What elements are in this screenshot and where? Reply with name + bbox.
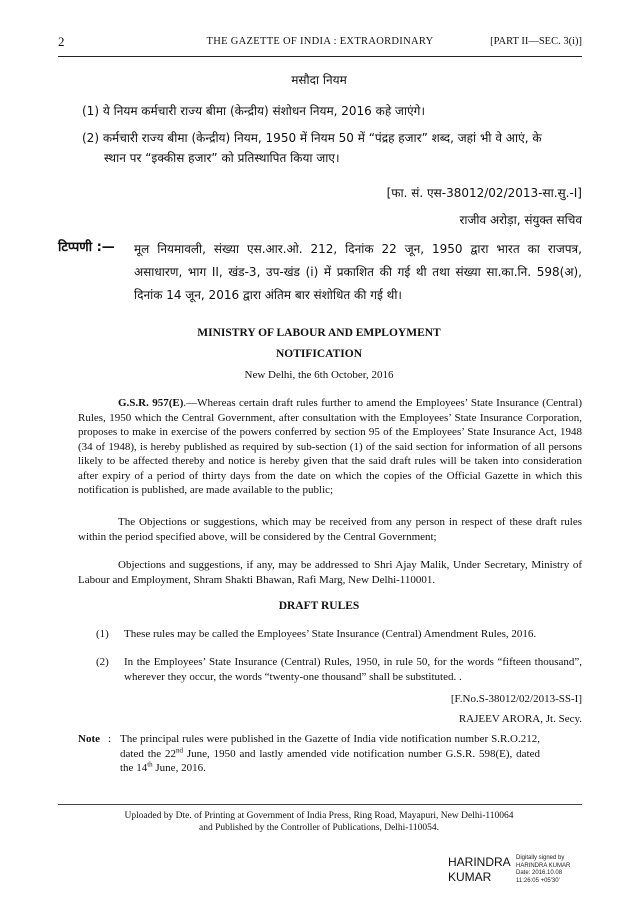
hindi-file-reference: [फा. सं. एस-38012/02/2013-सा.सु.-I] bbox=[386, 186, 582, 200]
hindi-signatory: राजीव अरोड़ा, संयुक्त सचिव bbox=[459, 213, 582, 227]
signatory: RAJEEV ARORA, Jt. Secy. bbox=[458, 713, 582, 725]
signature-detail-line: 11:26:05 +05'30' bbox=[516, 877, 560, 884]
draft-rules-heading: DRAFT RULES bbox=[278, 600, 360, 612]
part-section: [PART II—SEC. 3(i)] bbox=[490, 36, 582, 47]
page-number: 2 bbox=[58, 34, 65, 49]
rule-text: In the Employees’ State Insurance (Central) Rules, 1950, in rule 50, for the words “fifteen thousand”, wherever they occur, the words “twenty-one thousand” shall be substituted. . bbox=[124, 656, 582, 683]
footer-line-1: Uploaded by Dte. of Printing at Government of India Press, Ring Road, Mayapuri, New Delhi-110064 bbox=[124, 811, 514, 821]
footer-rule bbox=[58, 804, 582, 805]
note-text-part: The principal rules were published in the Gazette of India vide notification number S.R.O.212, dated the 22 bbox=[120, 733, 540, 760]
gazette-title: THE GAZETTE OF INDIA : EXTRAORDINARY bbox=[206, 36, 434, 47]
address-paragraph: Objections and suggestions, if any, may be addressed to Shri Ajay Malik, Under Secretary, Ministry of Labour and Employment, Shram Shakti Bhawan, Rafi Marg, New Delhi-110001. bbox=[78, 559, 582, 586]
rule-number: (1) bbox=[96, 628, 109, 640]
signer-name-line: HARINDRA bbox=[448, 855, 511, 869]
footer-line-2: and Published by the Controller of Publications, Delhi-110054. bbox=[198, 823, 440, 833]
page-footer bbox=[0, 810, 638, 834]
note-text-part: June, 1950 and lastly amended vide notification number G.S.R. 598(E), dated the 14 bbox=[120, 747, 540, 774]
gsr-number: G.S.R. 957(E) bbox=[118, 397, 184, 409]
hindi-rule-1: (1) ये नियम कर्मचारी राज्य बीमा (केन्द्रीय) संशोधन नियम, 2016 कहे जाएंगे। bbox=[82, 104, 425, 118]
page-header bbox=[58, 34, 582, 52]
note-label: Note bbox=[78, 733, 100, 745]
signature-detail-line: Date: 2016.10.08 bbox=[516, 870, 563, 876]
note-superscript: nd bbox=[176, 745, 184, 754]
header-rule bbox=[58, 56, 582, 57]
digital-signature bbox=[448, 853, 588, 889]
signature-detail-line: HARINDRA KUMAR bbox=[516, 862, 571, 869]
note-text bbox=[120, 732, 540, 776]
hindi-rule-2 bbox=[82, 128, 582, 168]
rule-text: These rules may be called the Employees’ State Insurance (Central) Amendment Rules, 2016. bbox=[124, 628, 537, 640]
hindi-note-label: टिप्पणी :— bbox=[58, 240, 115, 255]
note-superscript: th bbox=[147, 760, 153, 769]
signature-detail-line: Digitally signed by bbox=[516, 855, 565, 861]
preamble-text: .—Whereas certain draft rules further to amend the Employees’ State Insurance (Central) Rules, 1950 which the Central Government, after consultation with the Employees’ State Insurance Corporation, proposes to make in exercise of the powers conferred by section 95 of the Employees’ State Insurance Act, 1948 (34 of 1948), is hereby published as required by sub-section (1) of the said section for information of all persons likely to be affected thereby and notice is hereby given that the said draft rules will be taken into consideration after expiry of a period of thirty days from the date on which the copies of the Official Gazette in which this notification is published, are made available to the public; bbox=[78, 397, 582, 496]
signature-details bbox=[516, 855, 588, 885]
file-reference: [F.No.S-38012/02/2013-SS-I] bbox=[450, 693, 582, 705]
ministry-heading: MINISTRY OF LABOUR AND EMPLOYMENT bbox=[197, 327, 441, 339]
preamble-paragraph bbox=[78, 396, 582, 498]
note-colon: : bbox=[108, 733, 112, 745]
hindi-title: मसौदा नियम bbox=[291, 73, 347, 87]
dateline: New Delhi, the 6th October, 2016 bbox=[244, 369, 394, 381]
objections-paragraph: The Objections or suggestions, which may be received from any person in respect of these draft rules within the period specified above, will be considered by the Central Government; bbox=[78, 516, 582, 543]
hindi-note-text: मूल नियमावली, संख्या एस.आर.ओ. 212, दिनांक 22 जून, 1950 द्वारा भारत का राजपत्र, असाधारण, भाग II, खंड-3, उप-खंड (i) में प्रकाशित की गई थी तथा संख्या सा.का.नि. 598(अ), दिनांक 14 जून, 2016 द्वारा अंतिम बार संशोधित की गई थी। bbox=[134, 242, 582, 302]
signer-name-line: KUMAR bbox=[448, 870, 492, 884]
note-text-part: June, 2016. bbox=[152, 762, 206, 774]
rule-number: (2) bbox=[96, 656, 109, 668]
notification-heading: NOTIFICATION bbox=[275, 348, 363, 360]
hindi-rule-2-line1: (2) कर्मचारी राज्य बीमा (केन्द्रीय) नियम, 1950 में नियम 50 में “पंद्रह हजार” शब्द, जहां भी वे आएं, के bbox=[82, 131, 542, 145]
signer-name bbox=[448, 855, 512, 885]
hindi-rule-2-line2: स्थान पर “इक्कीस हजार” को प्रतिस्थापित किया जाए। bbox=[104, 151, 340, 165]
